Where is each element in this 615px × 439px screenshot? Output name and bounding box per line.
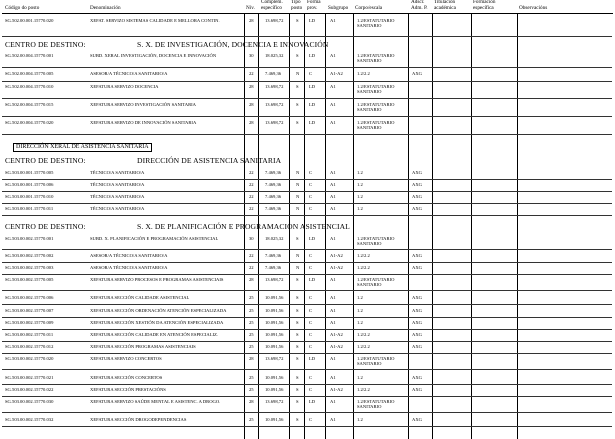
cell-adscr: AXG: [412, 417, 422, 422]
cell-forma: LD: [309, 84, 316, 89]
cell-corpo: 1.2: [357, 308, 363, 313]
cell-corpo-2: SANITARIO: [357, 89, 382, 94]
cell-forma: LD: [309, 399, 316, 404]
cell-complemento: 7.469,36: [265, 194, 282, 199]
header-codigo: Código do posto: [5, 5, 40, 11]
cell-nivel: 25: [249, 295, 254, 300]
row-rule: [2, 317, 612, 318]
cell-subgrupo: A1: [330, 170, 336, 175]
cell-codigo: SG.502.00.001.15770.020: [5, 18, 54, 23]
cell-subgrupo: A1: [330, 399, 336, 404]
cell-denominacion: TÉCNICO/A SANITARIO/A: [90, 170, 145, 175]
cell-corpo-2: SANITARIO: [357, 125, 382, 130]
row-rule: [2, 396, 612, 397]
center-name: S. X. DE PLANIFICACIÓN E PROGRAMACION ASISTENCIAL: [137, 222, 350, 231]
cell-denominacion: XEFATURA SECCIÓN CALIDADE ASISTENCIAL: [90, 295, 190, 300]
column-divider: [471, 13, 472, 439]
cell-corpo: 1.2/2.2: [357, 344, 370, 349]
cell-adscr: AXG: [412, 182, 422, 187]
cell-corpo: 1.2/2.2: [357, 387, 370, 392]
row-rule: [2, 203, 612, 204]
header-denominacion: Denominación: [90, 5, 121, 11]
cell-nivel: 30: [249, 53, 254, 58]
cell-subgrupo: A1-A2: [330, 71, 343, 76]
cell-corpo: 1.2: [357, 417, 363, 422]
cell-tipo: S: [296, 320, 299, 325]
row-rule: [2, 249, 612, 250]
header-subgrupo: Subgrupo: [328, 5, 349, 11]
cell-complemento: 7.469,36: [265, 206, 282, 211]
cell-nivel: 25: [249, 320, 254, 325]
header-corpo: Corpo/escala: [355, 5, 383, 11]
cell-subgrupo: A1: [330, 120, 336, 125]
cell-corpo: 1.2/ESTATUTARIO: [357, 18, 395, 23]
cell-denominacion: XEFATURA SERVIZO INVESTIGACIÓN SANITARIA: [90, 102, 196, 107]
cell-denominacion: ASESOR/A TÉCNICO/A SANITARIO/A: [90, 71, 168, 76]
cell-subgrupo: A1-A2: [330, 344, 343, 349]
row-rule: [2, 134, 612, 135]
cell-denominacion: XEFATURA SERVIZO SAÚDE MENTAL E ASISTENC. A DROGO.: [90, 399, 221, 404]
cell-adscr: AXG: [412, 332, 422, 337]
cell-tipo: S: [296, 277, 299, 282]
cell-nivel: 25: [249, 308, 254, 313]
cell-complemento: 7.469,36: [265, 253, 282, 258]
row-rule: [2, 81, 612, 82]
cell-tipo: S: [296, 387, 299, 392]
center-label: CENTRO DE DESTINO:: [5, 156, 86, 165]
header-complemento-1: Complem.: [261, 0, 283, 5]
cell-subgrupo: A1: [330, 295, 336, 300]
cell-denominacion: XEFATURA SECCIÓN DROGODEPENDENCIAS: [90, 417, 187, 422]
cell-subgrupo: A1: [330, 236, 336, 241]
cell-nivel: 22: [249, 253, 254, 258]
cell-corpo-2: SANITARIO: [357, 241, 382, 246]
cell-tipo: S: [296, 295, 299, 300]
cell-subgrupo: A1: [330, 375, 336, 380]
cell-corpo: 1.2/ESTATUTARIO: [357, 277, 395, 282]
header-adscr-1: Adscr.: [411, 0, 425, 5]
cell-denominacion: SUBD. XERAL INVESTIGACIÓN, DOCENCIA E INNOVACIÓN: [90, 53, 217, 58]
cell-subgrupo: A1: [330, 182, 336, 187]
cell-tipo: S: [296, 308, 299, 313]
cell-forma: C: [309, 194, 313, 199]
cell-forma: C: [309, 295, 313, 300]
cell-tipo: S: [296, 399, 299, 404]
cell-forma: LD: [309, 356, 316, 361]
cell-codigo: SG.503.00.002.15770.012: [5, 344, 54, 349]
cell-subgrupo: A1: [330, 18, 336, 23]
cell-forma: LD: [309, 120, 316, 125]
cell-subgrupo: A1: [330, 277, 336, 282]
cell-forma: C: [309, 387, 313, 392]
direccion-heading-box: DIRECCIÓN XERAL DE ASISTENCIA SANITARIA: [13, 143, 152, 152]
cell-corpo-2: SANITARIO: [357, 282, 382, 287]
cell-codigo: SG.502.00.004.15770.015: [5, 102, 54, 107]
header-titulacion-1: Titulación: [434, 0, 456, 5]
row-rule: [2, 191, 612, 192]
cell-codigo: SG.503.00.002.15770.022: [5, 387, 54, 392]
cell-nivel: 22: [249, 194, 254, 199]
cell-adscr: AXG: [412, 344, 422, 349]
cell-corpo: 1.2/ESTATUTARIO: [357, 102, 395, 107]
header-formacion-2: específica: [473, 5, 494, 11]
cell-complemento: 13.698,72: [265, 277, 284, 282]
cell-corpo: 1.2/2.2: [357, 265, 370, 270]
cell-denominacion: TÉCNICO/A SANITARIO/A: [90, 194, 145, 199]
cell-codigo: SG.503.00.002.15770.006: [5, 295, 54, 300]
cell-corpo: 1.2: [357, 182, 363, 187]
cell-forma: C: [309, 71, 313, 76]
column-divider: [408, 13, 409, 439]
cell-nivel: 28: [249, 356, 254, 361]
cell-forma: C: [309, 265, 313, 270]
header-tipo-2: posto: [291, 5, 303, 11]
cell-subgrupo: A1: [330, 308, 336, 313]
cell-nivel: 28: [249, 120, 254, 125]
cell-denominacion: XEFATURA SECCIÓN XESTIÓN DA ATENCIÓN ESPECIALIZADA: [90, 320, 224, 325]
cell-tipo: N: [296, 170, 300, 175]
header-adscr-2: Adm. P.: [411, 5, 428, 11]
cell-forma: C: [309, 182, 313, 187]
cell-corpo: 1.2/ESTATUTARIO: [357, 120, 395, 125]
cell-adscr: AXG: [412, 71, 422, 76]
cell-corpo: 1.2: [357, 375, 363, 380]
cell-codigo: SG.503.00.001.15770.005: [5, 170, 54, 175]
cell-nivel: 25: [249, 387, 254, 392]
cell-nivel: 28: [249, 84, 254, 89]
cell-denominacion: XEFATURA SECCIÓN CALIDADE EN ATENCIÓN ESPECIALIZ.: [90, 332, 219, 337]
cell-corpo: 1.2/2.2: [357, 253, 370, 258]
cell-nivel: 22: [249, 206, 254, 211]
cell-codigo: SG.503.00.002.15770.009: [5, 320, 54, 325]
column-divider: [517, 13, 518, 439]
cell-codigo: SG.503.00.002.15770.020: [5, 356, 54, 361]
cell-nivel: 28: [249, 399, 254, 404]
cell-forma: C: [309, 206, 313, 211]
column-divider: [353, 13, 354, 439]
cell-complemento: 10.091,56: [265, 417, 284, 422]
cell-tipo: S: [296, 236, 299, 241]
cell-tipo: S: [296, 356, 299, 361]
cell-forma: C: [309, 332, 313, 337]
cell-codigo: SG.503.00.002.15770.003: [5, 265, 54, 270]
cell-codigo: SG.503.00.002.15770.021: [5, 375, 54, 380]
cell-forma: LD: [309, 18, 316, 23]
cell-forma: C: [309, 344, 313, 349]
cell-tipo: S: [296, 18, 299, 23]
cell-denominacion: XEFATURA SECCIÓN CONCERTOS: [90, 375, 163, 380]
cell-tipo: S: [296, 375, 299, 380]
cell-forma: C: [309, 375, 313, 380]
cell-forma: LD: [309, 236, 316, 241]
cell-codigo: SG.503.00.002.15770.001: [5, 236, 54, 241]
cell-corpo: 1.2: [357, 194, 363, 199]
header-forma-2: prov.: [307, 5, 318, 11]
cell-complemento: 10.091,56: [265, 320, 284, 325]
cell-complemento: 10.091,56: [265, 295, 284, 300]
cell-codigo: SG.503.00.001.15770.006: [5, 182, 54, 187]
cell-complemento: 10.091,56: [265, 332, 284, 337]
header-tipo-1: Tipo: [291, 0, 301, 5]
cell-denominacion: TÉCNICO/A SANITARIO/A: [90, 182, 145, 187]
cell-tipo: S: [296, 344, 299, 349]
cell-corpo: 1.2: [357, 206, 363, 211]
cell-corpo: 1.2/ESTATUTARIO: [357, 84, 395, 89]
column-divider: [432, 13, 433, 439]
header-nivel: Nív.: [246, 5, 255, 11]
cell-subgrupo: A1-A2: [330, 253, 343, 258]
row-rule: [2, 426, 612, 427]
cell-tipo: N: [296, 182, 300, 187]
cell-complemento: 18.025,32: [265, 236, 284, 241]
cell-tipo: S: [296, 417, 299, 422]
cell-corpo: 1.2/ESTATUTARIO: [357, 236, 395, 241]
row-rule: [2, 341, 612, 342]
cell-tipo: N: [296, 71, 300, 76]
cell-codigo: SG.502.00.004.15770.010: [5, 84, 54, 89]
cell-complemento: 10.091,56: [265, 308, 284, 313]
cell-tipo: N: [296, 253, 300, 258]
cell-adscr: AXG: [412, 265, 422, 270]
cell-tipo: N: [296, 194, 300, 199]
cell-denominacion: XEFATURA SERVIZO DOCENCIA: [90, 84, 159, 89]
cell-denominacion: XEFATURA SERVIZO CONCERTOS: [90, 356, 162, 361]
cell-complemento: 13.698,72: [265, 102, 284, 107]
row-rule: [2, 262, 612, 263]
center-label: CENTRO DE DESTINO:: [5, 40, 86, 49]
cell-denominacion: XEFATURA SERVIZO DE INNOVACIÓN SANITARIA: [90, 120, 197, 125]
cell-subgrupo: A1: [330, 53, 336, 58]
cell-nivel: 28: [249, 102, 254, 107]
cell-subgrupo: A1: [330, 417, 336, 422]
center-name: DIRECCIÓN DE ASISTENCIA SANITARIA: [137, 156, 282, 165]
cell-corpo-2: SANITARIO: [357, 107, 382, 112]
cell-denominacion: ASESOR/A TÉCNICO/A SANITARIO/A: [90, 265, 168, 270]
cell-nivel: 22: [249, 182, 254, 187]
cell-complemento: 10.091,56: [265, 344, 284, 349]
cell-nivel: 25: [249, 417, 254, 422]
cell-subgrupo: A1: [330, 84, 336, 89]
cell-subgrupo: A1-A2: [330, 332, 343, 337]
cell-codigo: SG.502.00.004.15770.001: [5, 53, 54, 58]
cell-nivel: 22: [249, 265, 254, 270]
cell-corpo-2: SANITARIO: [357, 404, 382, 409]
row-rule: [2, 67, 612, 68]
cell-codigo: SG.502.00.004.15770.020: [5, 120, 54, 125]
header-titulacion-2: académica: [434, 5, 456, 11]
cell-denominacion: TÉCNICO/A SANITARIO/A: [90, 206, 145, 211]
header-formacion-1: Formación: [473, 0, 496, 5]
row-rule: [2, 215, 612, 216]
cell-complemento: 7.469,36: [265, 71, 282, 76]
row-rule: [2, 290, 612, 291]
cell-corpo-2: SANITARIO: [357, 58, 382, 63]
cell-complemento: 13.698,72: [265, 18, 284, 23]
row-rule: [2, 36, 612, 37]
cell-forma: C: [309, 253, 313, 258]
cell-adscr: AXG: [412, 170, 422, 175]
cell-nivel: 28: [249, 277, 254, 282]
row-rule: [2, 369, 612, 370]
row-rule: [2, 98, 612, 99]
cell-adscr: AXG: [412, 206, 422, 211]
cell-tipo: N: [296, 206, 300, 211]
header-forma-1: Forma: [307, 0, 321, 5]
cell-corpo-2: SANITARIO: [357, 361, 382, 366]
cell-nivel: 25: [249, 375, 254, 380]
cell-adscr: AXG: [412, 308, 422, 313]
cell-denominacion: XEFATURA SECCIÓN PRESTACIÓNS: [90, 387, 166, 392]
cell-nivel: 22: [249, 71, 254, 76]
cell-corpo: 1.2/ESTATUTARIO: [357, 399, 395, 404]
row-rule: [2, 329, 612, 330]
cell-complemento: 10.091,56: [265, 387, 284, 392]
cell-complemento: 13.698,72: [265, 84, 284, 89]
cell-tipo: S: [296, 120, 299, 125]
cell-codigo: SG.503.00.001.15770.010: [5, 194, 54, 199]
cell-adscr: AXG: [412, 387, 422, 392]
cell-complemento: 13.698,72: [265, 356, 284, 361]
cell-complemento: 7.469,36: [265, 182, 282, 187]
cell-codigo: SG.503.00.002.15770.007: [5, 308, 54, 313]
cell-forma: C: [309, 320, 313, 325]
row-rule: [2, 274, 612, 275]
cell-nivel: 22: [249, 170, 254, 175]
cell-corpo: 1.2/2.2: [357, 71, 370, 76]
cell-nivel: 25: [249, 332, 254, 337]
center-name: S. X. DE INVESTIGACIÓN, DOCENCIA E INNOVACIÓN: [137, 40, 329, 49]
row-rule: [2, 384, 612, 385]
cell-complemento: 13.698,72: [265, 120, 284, 125]
cell-codigo: SG.503.00.002.15770.002: [5, 253, 54, 258]
cell-complemento: 7.469,36: [265, 170, 282, 175]
cell-subgrupo: A1: [330, 206, 336, 211]
cell-complemento: 13.698,72: [265, 399, 284, 404]
cell-tipo: N: [296, 265, 300, 270]
row-rule: [2, 179, 612, 180]
cell-forma: C: [309, 308, 313, 313]
cell-complemento: 7.469,36: [265, 265, 282, 270]
cell-subgrupo: A1: [330, 102, 336, 107]
cell-subgrupo: A1: [330, 356, 336, 361]
cell-forma: C: [309, 170, 313, 175]
row-rule: [2, 353, 612, 354]
header-complemento-2: específico: [261, 5, 283, 11]
cell-tipo: S: [296, 53, 299, 58]
cell-nivel: 28: [249, 18, 254, 23]
cell-corpo: 1.2: [357, 170, 363, 175]
cell-forma: LD: [309, 277, 316, 282]
cell-subgrupo: A1: [330, 194, 336, 199]
cell-codigo: SG.503.00.002.15770.011: [5, 332, 54, 337]
cell-adscr: AXG: [412, 375, 422, 380]
cell-nivel: 30: [249, 236, 254, 241]
cell-tipo: S: [296, 102, 299, 107]
cell-adscr: AXG: [412, 320, 422, 325]
cell-subgrupo: A1-A2: [330, 265, 343, 270]
cell-complemento: 10.091,56: [265, 375, 284, 380]
cell-subgrupo: A1: [330, 320, 336, 325]
cell-denominacion: XEFAT. SERVIZO SISTEMAS CALIDADE E MELLORA CONTIN.: [90, 18, 220, 23]
cell-adscr: AXG: [412, 194, 422, 199]
cell-corpo: 1.2: [357, 320, 363, 325]
cell-subgrupo: A1-A2: [330, 387, 343, 392]
cell-corpo: 1.2: [357, 295, 363, 300]
cell-corpo: 1.2/ESTATUTARIO: [357, 356, 395, 361]
cell-denominacion: ASESOR/A TÉCNICO/A SANITARIO/A: [90, 253, 168, 258]
cell-codigo: SG.502.00.004.15770.005: [5, 71, 54, 76]
cell-tipo: S: [296, 332, 299, 337]
cell-nivel: 25: [249, 344, 254, 349]
cell-codigo: SG.503.00.002.15770.005: [5, 277, 54, 282]
header-rule: [2, 13, 613, 14]
center-label: CENTRO DE DESTINO:: [5, 222, 86, 231]
cell-forma: LD: [309, 102, 316, 107]
cell-denominacion: XEFATURA SECCIÓN ORDENACIÓN ATENCIÓN ESPECIALIZADA: [90, 308, 227, 313]
cell-corpo: 1.2/2.2: [357, 332, 370, 337]
cell-tipo: S: [296, 84, 299, 89]
cell-codigo: SG.503.00.002.15770.030: [5, 399, 54, 404]
cell-adscr: AXG: [412, 253, 422, 258]
cell-forma: LD: [309, 53, 316, 58]
row-rule: [2, 412, 612, 413]
cell-denominacion: XEFATURA SERVIZO PROCESOS E PROGRAMAS ASISTENCIAIS: [90, 277, 224, 282]
cell-forma: C: [309, 417, 313, 422]
cell-codigo: SG.503.00.002.15770.032: [5, 417, 54, 422]
row-rule: [2, 304, 612, 305]
header-observacions: Observacións: [519, 5, 548, 11]
cell-denominacion: XEFATURA SECCIÓN PROGRAMAS ASISTENCIAIS: [90, 344, 196, 349]
cell-complemento: 18.025,32: [265, 53, 284, 58]
cell-corpo: 1.2/ESTATUTARIO: [357, 53, 395, 58]
row-rule: [2, 116, 612, 117]
cell-adscr: AXG: [412, 295, 422, 300]
cell-corpo-2: SANITARIO: [357, 23, 382, 28]
cell-codigo: SG.503.00.001.15770.011: [5, 206, 54, 211]
cell-denominacion: SUBD. X. PLANIFICACIÓN E PROGRAMACIÓN ASISTENCIAL: [90, 236, 219, 241]
